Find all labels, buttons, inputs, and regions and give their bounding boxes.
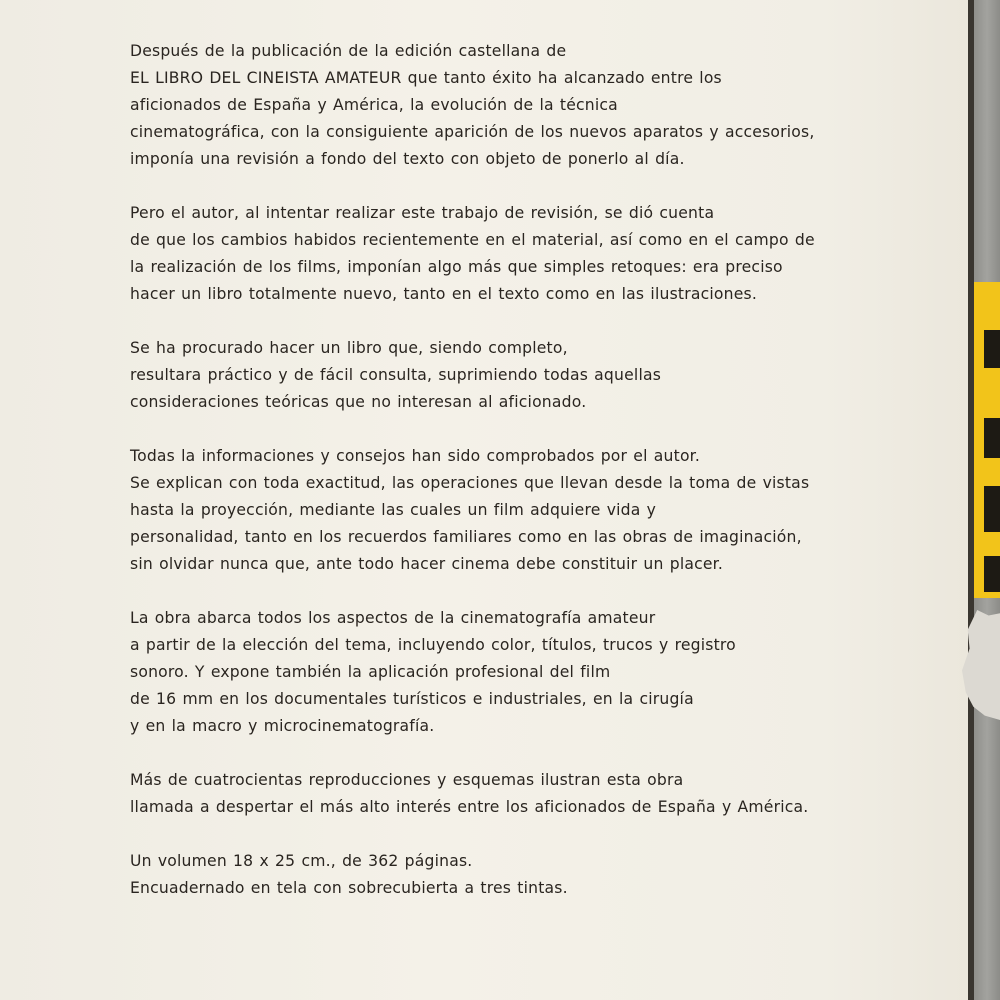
text-line: Todas la informaciones y consejos han sido comprobados por el autor. [130,447,701,465]
paragraph-practical [130,335,910,416]
text-line: personalidad, tanto en los recuerdos familiares como en las obras de imaginación, [130,528,802,546]
body-text [130,38,910,929]
text-line: llamada a despertar el más alto interés entre los aficionados de España y América. [130,798,809,816]
text-line: hasta la proyección, mediante las cuales un film adquiere vida y [130,501,657,519]
text-line: Un volumen 18 x 25 cm., de 362 páginas. [130,852,473,870]
paragraph-intro [130,38,910,173]
text-line: sin olvidar nunca que, ante todo hacer cinema debe constituir un placer. [130,555,724,573]
text-line: aficionados de España y América, la evolución de la técnica [130,96,618,114]
text-line: cinematográfica, con la consiguiente aparición de los nuevos aparatos y accesorios, [130,123,815,141]
paragraph-specs [130,848,910,902]
paragraph-illustrations [130,767,910,821]
text-line: consideraciones teóricas que no interesan al aficionado. [130,393,587,411]
text-line: la realización de los films, imponían algo más que simples retoques: era preciso [130,258,783,276]
spine-dark-block [984,418,1000,458]
text-line: de 16 mm en los documentales turísticos e industriales, en la cirugía [130,690,694,708]
text-line: hacer un libro totalmente nuevo, tanto en el texto como en las ilustraciones. [130,285,757,303]
text-line: Después de la publicación de la edición castellana de [130,42,567,60]
text-line: imponía una revisión a fondo del texto con objeto de ponerlo al día. [130,150,685,168]
text-line: Pero el autor, al intentar realizar este trabajo de revisión, se dió cuenta [130,204,715,222]
text-line: sonoro. Y expone también la aplicación profesional del film [130,663,611,681]
text-line: y en la macro y microcinematografía. [130,717,435,735]
text-line: Se explican con toda exactitud, las operaciones que llevan desde la toma de vistas [130,474,810,492]
paragraph-scope [130,605,910,740]
spine-dark-block [984,556,1000,592]
text-line: resultara práctico y de fácil consulta, suprimiendo todas aquellas [130,366,662,384]
text-line: Encuadernado en tela con sobrecubierta a tres tintas. [130,879,568,897]
text-line: a partir de la elección del tema, incluyendo color, títulos, trucos y registro [130,636,736,654]
text-line: Más de cuatrocientas reproducciones y esquemas ilustran esta obra [130,771,684,789]
text-line: EL LIBRO DEL CINEISTA AMATEUR que tanto éxito ha alcanzado entre los [130,69,722,87]
text-line: de que los cambios habidos recientemente en el material, así como en el campo de [130,231,815,249]
spine-dark-block [984,330,1000,368]
text-line: Se ha procurado hacer un libro que, siendo completo, [130,339,568,357]
paragraph-information [130,443,910,578]
text-line: La obra abarca todos los aspectos de la cinematografía amateur [130,609,656,627]
spine-dark-block [984,486,1000,532]
paragraph-revision [130,200,910,308]
